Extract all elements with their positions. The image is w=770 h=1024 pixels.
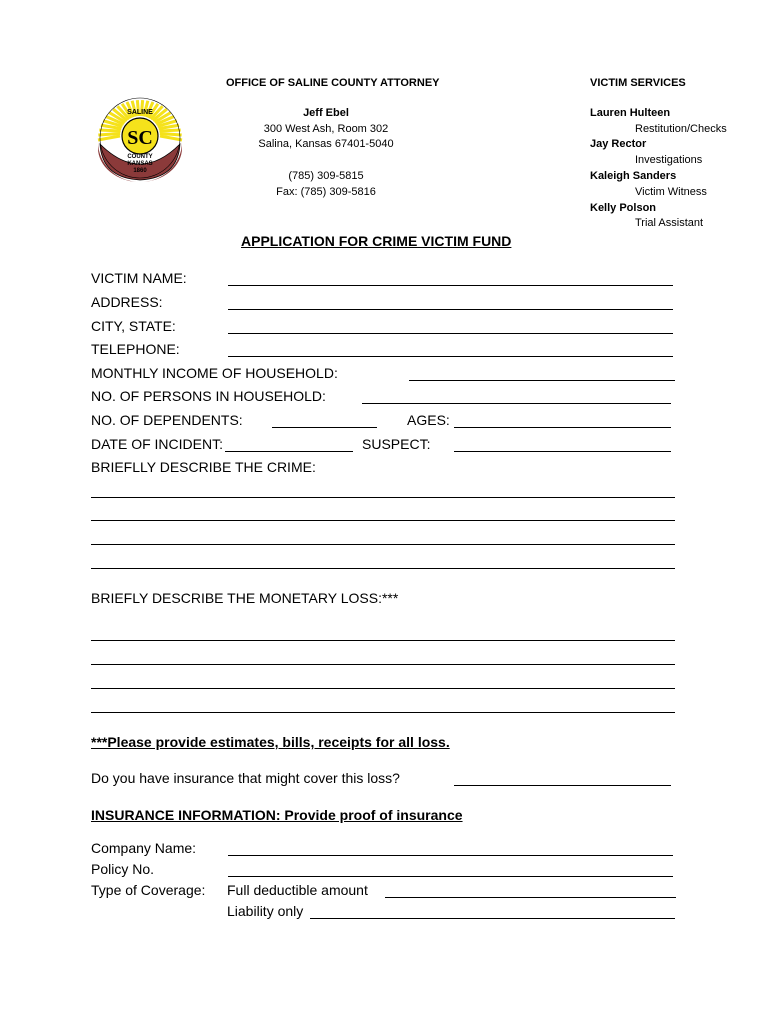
seal-ray — [98, 136, 120, 140]
seal-ray — [159, 130, 180, 131]
persons-household-field[interactable] — [362, 403, 671, 404]
describe-crime-label: BRIEFLLY DESCRIBE THE CRIME: — [91, 459, 316, 475]
attorney-name: Jeff Ebel — [303, 107, 349, 119]
company-name-label: Company Name: — [91, 840, 197, 856]
office-title: OFFICE OF SALINE COUNTY ATTORNEY — [226, 77, 440, 89]
describe-loss-label: BRIEFLY DESCRIBE THE MONETARY LOSS:*** — [91, 590, 399, 606]
ages-label: AGES: — [407, 412, 450, 428]
telephone-field[interactable] — [228, 356, 673, 357]
staff-role: Restitution/Checks — [635, 123, 727, 135]
estimates-note: ***Please provide estimates, bills, receipts for all loss. — [91, 734, 450, 750]
form-title: APPLICATION FOR CRIME VICTIM FUND — [241, 233, 512, 249]
seal-ray — [160, 133, 182, 134]
victim-name-field[interactable] — [228, 285, 673, 286]
crime-description-line[interactable] — [91, 520, 675, 521]
telephone-label: TELEPHONE: — [91, 341, 180, 357]
policy-no-field[interactable] — [228, 876, 673, 877]
svg-text:KANSAS: KANSAS — [127, 161, 153, 167]
city-state-label: CITY, STATE: — [91, 318, 176, 334]
loss-description-line[interactable] — [91, 640, 675, 641]
seal-ray — [99, 130, 120, 131]
victim-name-label: VICTIM NAME: — [91, 270, 187, 286]
loss-description-line[interactable] — [91, 664, 675, 665]
liability-only-label: Liability only — [227, 903, 304, 919]
seal-graphic — [92, 94, 188, 182]
county-seal-logo — [92, 94, 188, 182]
dependents-field[interactable] — [272, 427, 377, 428]
date-incident-label: DATE OF INCIDENT: — [91, 436, 223, 452]
suspect-label: SUSPECT: — [362, 436, 431, 452]
staff-name: Kelly Polson — [590, 202, 657, 214]
address-label: ADDRESS: — [91, 294, 163, 310]
monthly-income-label: MONTHLY INCOME OF HOUSEHOLD: — [91, 365, 338, 381]
company-name-field[interactable] — [228, 855, 673, 856]
insurance-heading: INSURANCE INFORMATION: Provide proof of insurance — [91, 807, 463, 823]
type-coverage-label: Type of Coverage: — [91, 882, 206, 898]
full-deductible-field[interactable] — [385, 897, 676, 898]
svg-text:SC: SC — [127, 127, 153, 149]
suspect-field[interactable] — [454, 451, 671, 452]
staff-name: Jay Rector — [590, 138, 647, 150]
svg-text:1860: 1860 — [133, 168, 147, 174]
svg-text:COUNTY: COUNTY — [127, 154, 153, 160]
insurance-answer-field[interactable] — [454, 785, 671, 786]
staff-role: Investigations — [635, 154, 703, 166]
full-deductible-label: Full deductible amount — [227, 882, 368, 898]
crime-description-line[interactable] — [91, 568, 675, 569]
office-fax: Fax: (785) 309-5816 — [276, 186, 376, 198]
seal-ray — [98, 133, 120, 134]
office-phone: (785) 309-5815 — [288, 170, 364, 182]
insurance-question: Do you have insurance that might cover this loss? — [91, 770, 400, 786]
liability-only-field[interactable] — [310, 918, 675, 919]
office-address-line1: 300 West Ash, Room 302 — [263, 123, 389, 135]
dependents-label: NO. OF DEPENDENTS: — [91, 412, 243, 428]
crime-description-line[interactable] — [91, 497, 675, 498]
staff-name: Lauren Hulteen — [590, 107, 671, 119]
city-state-field[interactable] — [228, 333, 673, 334]
loss-description-line[interactable] — [91, 688, 675, 689]
policy-no-label: Policy No. — [91, 861, 155, 877]
staff-role: Trial Assistant — [635, 217, 704, 229]
svg-text:SALINE: SALINE — [127, 109, 153, 116]
loss-description-line[interactable] — [91, 712, 675, 713]
persons-household-label: NO. OF PERSONS IN HOUSEHOLD: — [91, 388, 326, 404]
ages-field[interactable] — [454, 427, 671, 428]
office-address-line2: Salina, Kansas 67401-5040 — [258, 138, 394, 150]
crime-description-line[interactable] — [91, 544, 675, 545]
monthly-income-field[interactable] — [409, 380, 675, 381]
seal-ray — [160, 136, 182, 140]
date-incident-field[interactable] — [225, 451, 353, 452]
address-field[interactable] — [228, 309, 673, 310]
victim-services-title: VICTIM SERVICES — [590, 77, 686, 89]
staff-name: Kaleigh Sanders — [590, 170, 677, 182]
staff-role: Victim Witness — [635, 186, 707, 198]
